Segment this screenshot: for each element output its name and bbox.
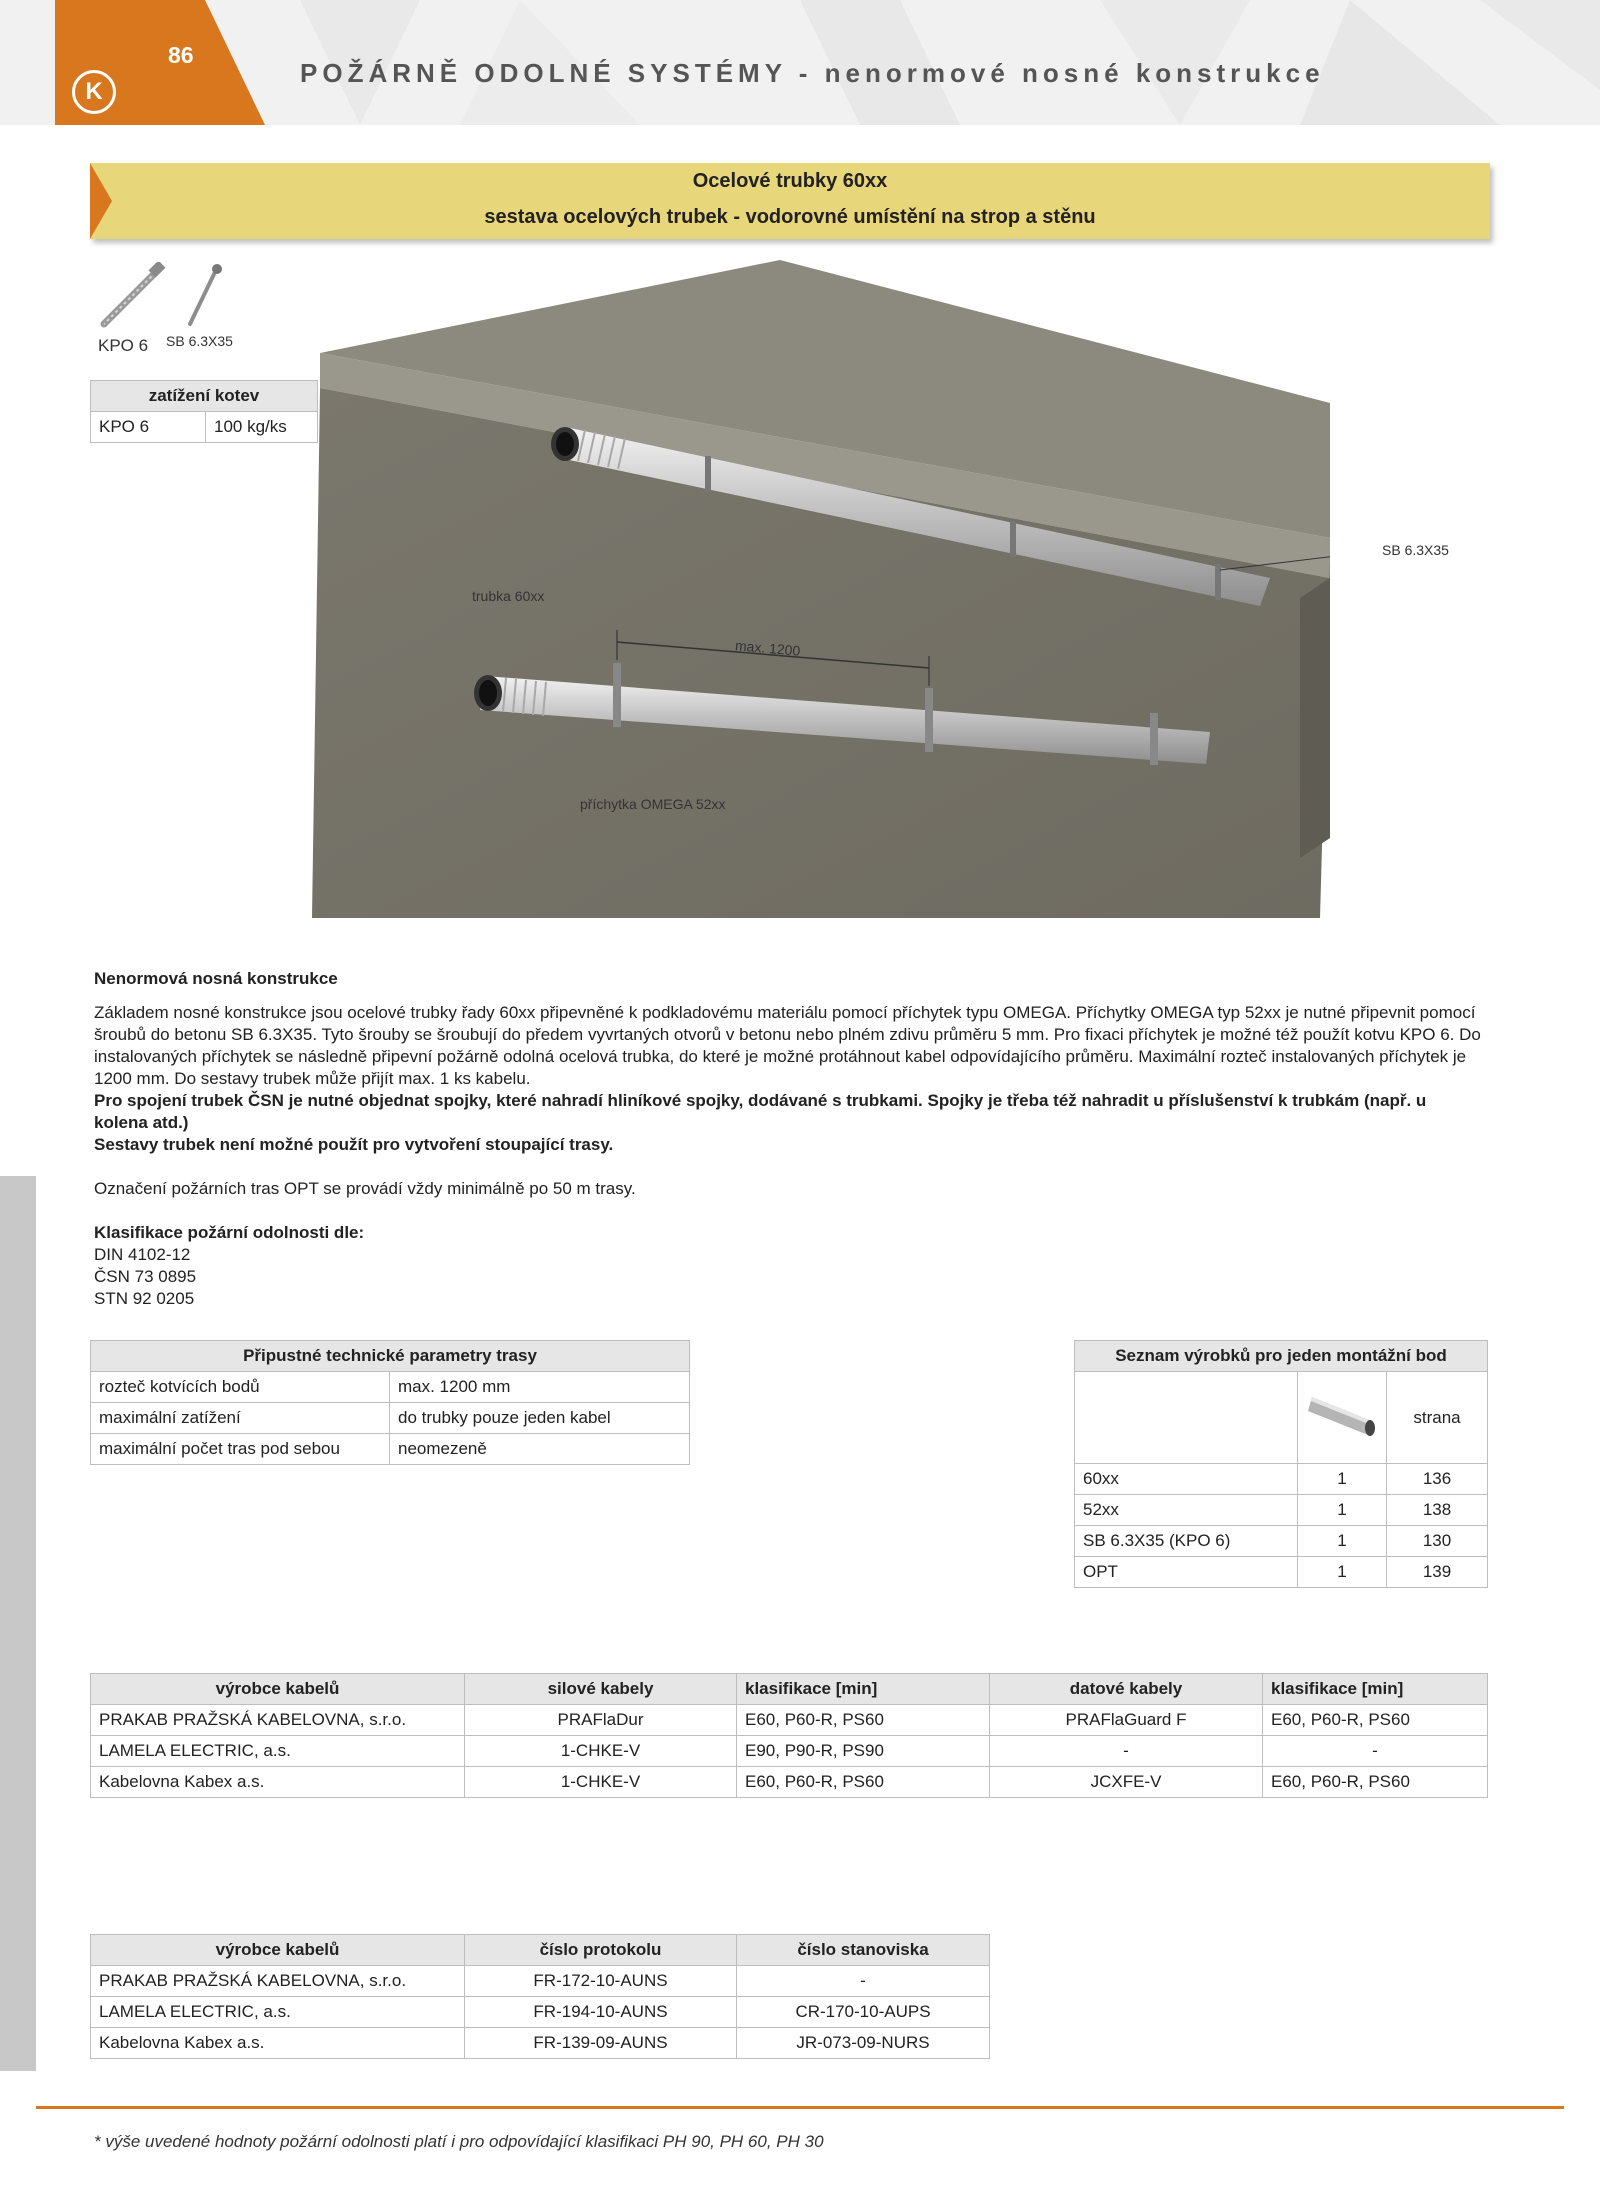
footer-divider bbox=[36, 2106, 1564, 2109]
parameters-table bbox=[90, 1340, 690, 1465]
products-table bbox=[1074, 1340, 1488, 1588]
parameters-header: Připustné technické parametry trasy bbox=[91, 1341, 690, 1372]
paragraph-warning: Sestavy trubek není možné použít pro vytvoření stoupající trasy. bbox=[94, 1135, 614, 1154]
pipe-product-icon bbox=[1306, 1375, 1378, 1455]
anchor-load-table bbox=[90, 380, 318, 443]
table-row: maximální počet tras pod sebou neomezeně bbox=[91, 1434, 690, 1465]
table-header-row: výrobce kabelů číslo protokolu číslo stanoviska bbox=[91, 1935, 990, 1966]
figure-label-sb: SB 6.3X35 bbox=[1382, 542, 1449, 558]
norm-item: STN 92 0205 bbox=[94, 1289, 195, 1308]
products-header: Seznam výrobků pro jeden montážní bod bbox=[1075, 1341, 1488, 1372]
page-number: 86 bbox=[168, 42, 194, 68]
paragraph-opt: Označení požárních tras OPT se provádí vždy minimálně po 50 m trasy. bbox=[94, 1179, 636, 1198]
anchor-load-header: zatížení kotev bbox=[91, 381, 318, 412]
table-header-row: výrobce kabelů silové kabely klasifikace [min] datové kabely klasifikace [min] bbox=[91, 1674, 1488, 1705]
kpo-anchor-icon bbox=[92, 262, 172, 332]
protocols-table bbox=[90, 1934, 990, 2059]
table-row: rozteč kotvících bodů max. 1200 mm bbox=[91, 1372, 690, 1403]
table-row: strana bbox=[1075, 1372, 1488, 1464]
table-row: Kabelovna Kabex a.s. FR-139-09-AUNS JR-073-09-NURS bbox=[91, 2028, 990, 2059]
figure-label-max: max. 1200 bbox=[734, 637, 801, 659]
cables-table bbox=[90, 1673, 1488, 1798]
table-row: KPO 6 100 kg/ks bbox=[91, 412, 318, 443]
description-text bbox=[94, 968, 1484, 1310]
figure-label-trubka: trubka 60xx bbox=[472, 588, 545, 604]
section-subtitle: sestava ocelových trubek - vodorovné umístění na strop a stěnu bbox=[484, 206, 1096, 228]
norm-item: ČSN 73 0895 bbox=[94, 1267, 197, 1286]
company-logo: K bbox=[72, 70, 116, 114]
section-title: Ocelové trubky 60xx bbox=[692, 170, 888, 192]
sb-label: SB 6.3X35 bbox=[166, 333, 233, 349]
table-row: OPT 1 139 bbox=[1075, 1557, 1488, 1588]
table-row: PRAKAB PRAŽSKÁ KABELOVNA, s.r.o. PRAFlaDur E60, P60-R, PS60 PRAFlaGuard F E60, P60-R, PS60 bbox=[91, 1705, 1488, 1736]
kpo-label: KPO 6 bbox=[98, 336, 149, 355]
table-row: LAMELA ELECTRIC, a.s. FR-194-10-AUNS CR-170-10-AUPS bbox=[91, 1997, 990, 2028]
table-row: 52xx 1 138 bbox=[1075, 1495, 1488, 1526]
side-bar bbox=[0, 1176, 36, 2071]
header-title: POŽÁRNĚ ODOLNÉ SYSTÉMY - nenormové nosné konstrukce bbox=[300, 58, 1325, 88]
footnote: * výše uvedené hodnoty požární odolnosti platí i pro odpovídající klasifikaci PH 90, PH 60, PH 30 bbox=[94, 2132, 824, 2151]
table-row: maximální zatížení do trubky pouze jeden kabel bbox=[91, 1403, 690, 1434]
paragraph-main: Základem nosné konstrukce jsou ocelové trubky řady 60xx připevněné k podkladovému materiálu pomocí příchytek typu OMEGA. Příchytky OMEGA typ 52xx je nutné připevnit pomocí šroubů do betonu SB 6.3X35. Tyto šrouby se šroubují do předem vyvrtaných otvorů v betonu nebo plném zdivu průměru 5 mm. Pro fixaci příchytek je možné též použít kotvu KPO 6. Do instalovaných příchytek se následně připevní požárně odolná ocelová trubka, do které je možné protáhnout kabel odpovídajícího průměru. Maximální rozteč instalovaných příchytek je 1200 mm. Do sestavy trubek může přijít max. 1 ks kabelu. bbox=[94, 1003, 1481, 1088]
classification-heading: Klasifikace požární odolnosti dle: bbox=[94, 1223, 365, 1242]
table-row: LAMELA ELECTRIC, a.s. 1-CHKE-V E90, P90-R, PS90 - - bbox=[91, 1736, 1488, 1767]
table-row: 60xx 1 136 bbox=[1075, 1464, 1488, 1495]
sb-screw-icon bbox=[180, 262, 230, 332]
norm-item: DIN 4102-12 bbox=[94, 1245, 191, 1264]
table-row: Kabelovna Kabex a.s. 1-CHKE-V E60, P60-R, PS60 JCXFE-V E60, P60-R, PS60 bbox=[91, 1767, 1488, 1798]
table-row: SB 6.3X35 (KPO 6) 1 130 bbox=[1075, 1526, 1488, 1557]
table-row: PRAKAB PRAŽSKÁ KABELOVNA, s.r.o. FR-172-10-AUNS - bbox=[91, 1966, 990, 1997]
figure-label-prichytka: příchytka OMEGA 52xx bbox=[580, 796, 726, 812]
paragraph-joints: Pro spojení trubek ČSN je nutné objednat spojky, které nahradí hliníkové spojky, dodávané s trubkami. Spojky je třeba též nahradit u příslušenství k trubkám (např. u kolena atd.) bbox=[94, 1091, 1427, 1132]
pipe-installation-illustration bbox=[310, 258, 1330, 918]
section-heading: Nenormová nosná konstrukce bbox=[94, 969, 338, 988]
